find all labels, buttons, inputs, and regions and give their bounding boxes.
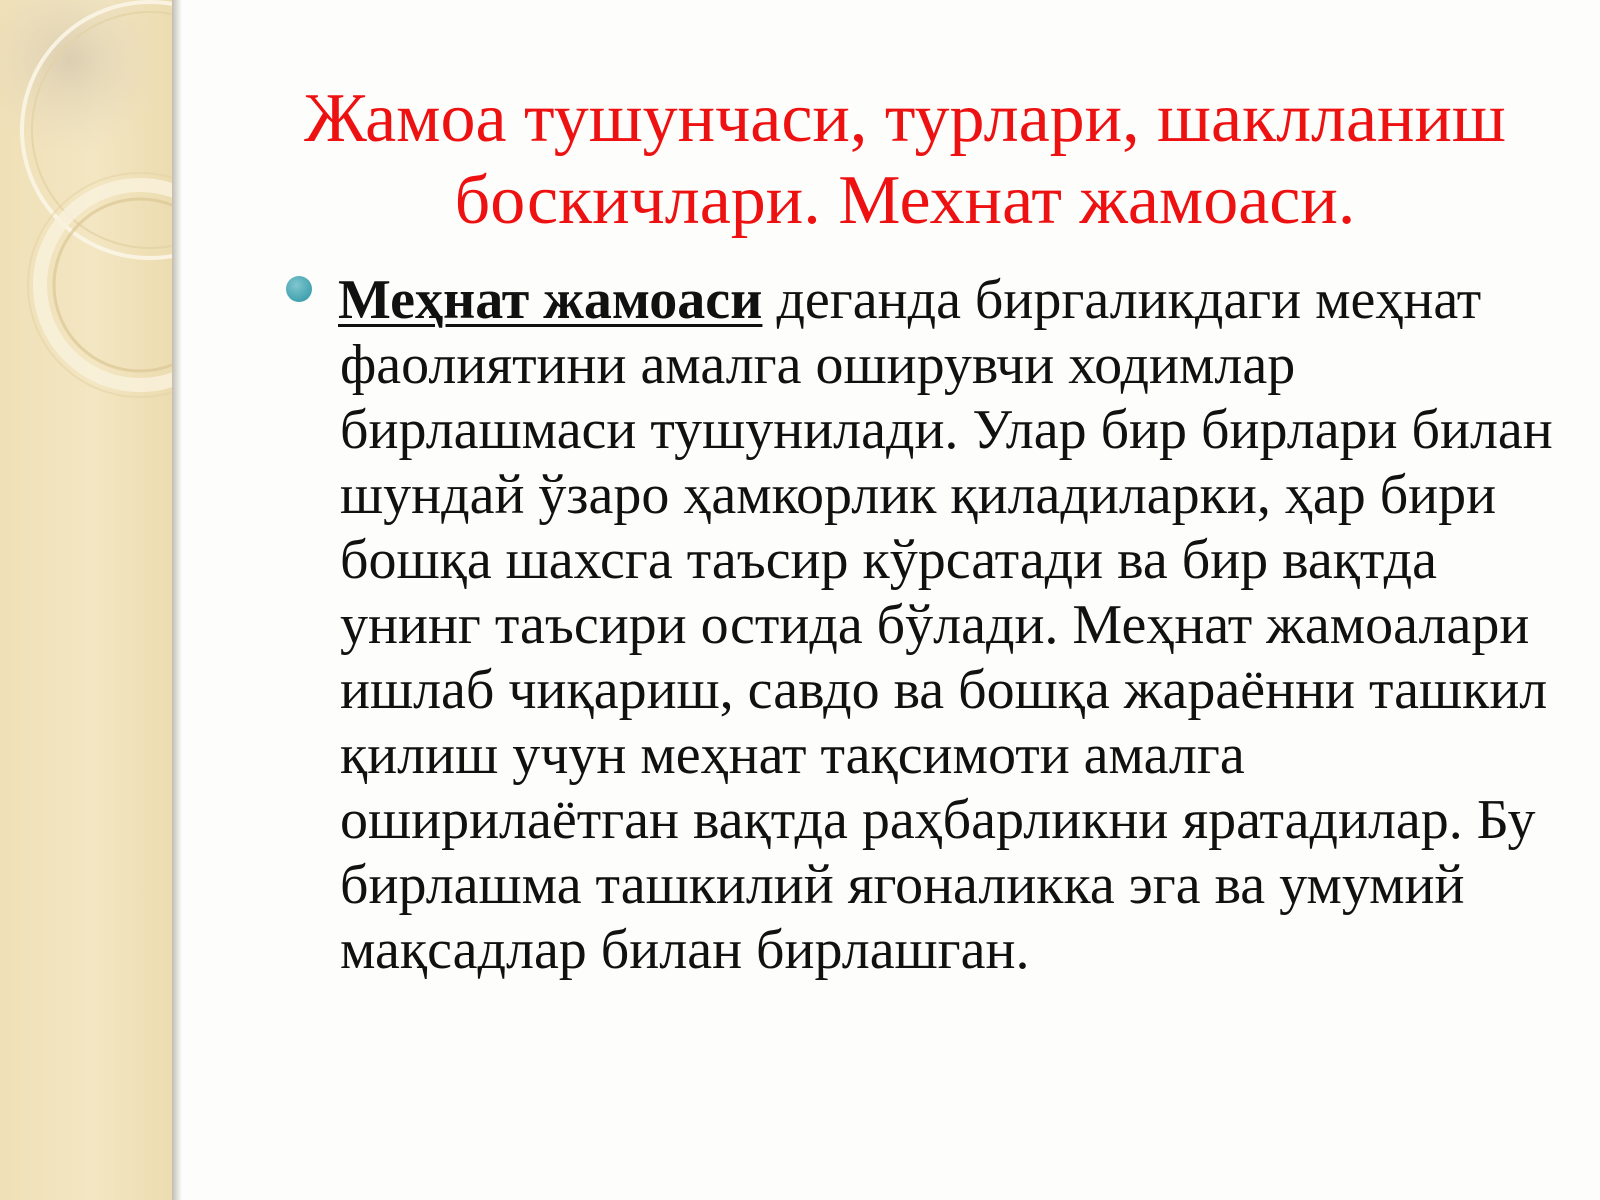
bullet-paragraph — [330, 268, 1585, 983]
slide-title-line-2: боскичлари. Мехнат жамоаси. — [454, 162, 1356, 239]
slide-body — [330, 268, 1585, 983]
slide-title — [240, 78, 1570, 242]
side-panel-shadow — [172, 0, 182, 1200]
slide-title-line-1: Жамоа тушунчаси, турлари, шаклланиш — [304, 80, 1506, 157]
bullet-lead-term: Меҳнат жамоаси — [338, 269, 763, 331]
bullet-dot-icon — [286, 276, 312, 302]
decorative-rings-icon — [0, 0, 172, 1200]
bullet-body-text: деганда биргаликдаги меҳнат фаолиятини амалга оширувчи ходимлар бирлашмаси тушунилади. Улар бир бирлари билан шундай ўзаро ҳамкорлик қиладиларки, ҳар бири бошқа шахсга таъсир кўрсатади ва бир вақтда унинг таъсири остида бўлади. Меҳнат жамоалари ишлаб чиқариш, савдо ва бошқа жараённи ташкил қилиш учун меҳнат тақсимоти амалга оширилаётган вақтда раҳбарликни яратадилар. Бу бирлашма ташкилий ягоналикка эга ва умумий мақсадлар билан бирлашган. — [340, 269, 1553, 981]
decorative-side-panel — [0, 0, 172, 1200]
